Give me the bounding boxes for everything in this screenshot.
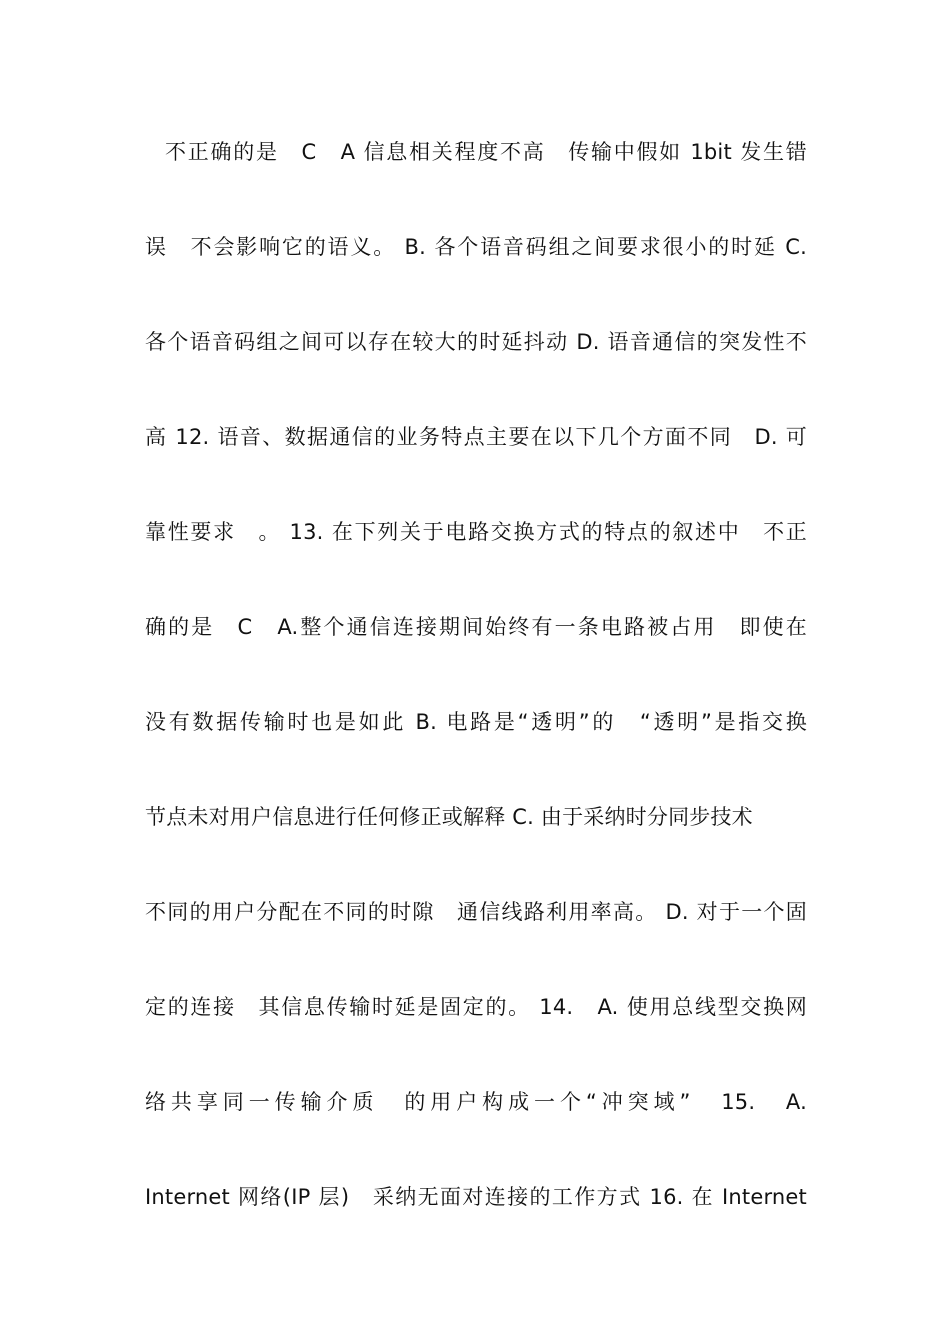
text-line-9: 不同的用户分配在不同的时隙 通信线路利用率高。 D. 对于一个固 (145, 900, 807, 924)
text-line-2: 误 不会影响它的语义。 B. 各个语音码组之间要求很小的时延 C. (145, 235, 807, 259)
text-line-12: Internet 网络(IP 层) 采纳无面对连接的工作方式 16. 在 Internet (145, 1185, 807, 1209)
text-line-8: 节点未对用户信息进行任何修正或解释 C. 由于采纳时分同步技术 (145, 805, 753, 829)
text-line-6: 确的是 C A.整个通信连接期间始终有一条电路被占用 即使在 (145, 615, 807, 639)
text-line-1: 不正确的是 C A 信息相关程度不高 传输中假如 1bit 发生错 (165, 140, 807, 164)
text-line-3: 各个语音码组之间可以存在较大的时延抖动 D. 语音通信的突发性不 (145, 330, 807, 354)
text-line-11: 络共享同一传输介质 的用户构成一个“冲突域” 15. A. (145, 1090, 807, 1114)
text-line-7: 没有数据传输时也是如此 B. 电路是“透明”的 “透明”是指交换 (145, 710, 807, 734)
text-line-5: 靠性要求 。 13. 在下列关于电路交换方式的特点的叙述中 不正 (145, 520, 807, 544)
text-line-10: 定的连接 其信息传输时延是固定的。 14. A. 使用总线型交换网 (145, 995, 807, 1019)
text-line-4: 高 12. 语音、数据通信的业务特点主要在以下几个方面不同 D. 可 (145, 425, 807, 449)
